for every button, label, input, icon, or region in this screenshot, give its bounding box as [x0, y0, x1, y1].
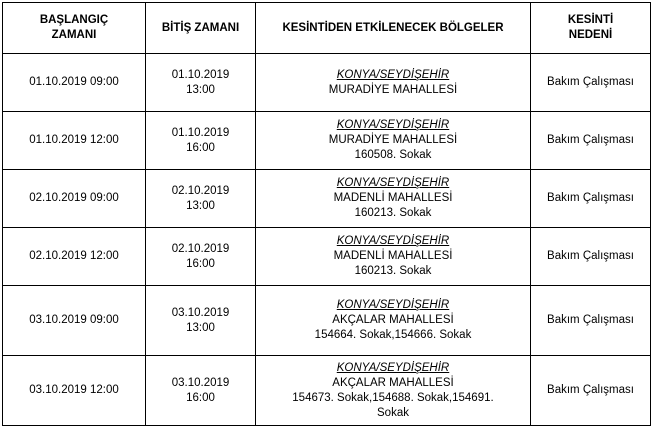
reason-cell: Bakım Çalışması: [531, 112, 651, 170]
reason-cell: Bakım Çalışması: [531, 286, 651, 356]
region-cell: [256, 356, 531, 426]
street-list: 160213. Sokak: [354, 265, 432, 277]
table-row: [3, 170, 651, 228]
street-list-continued: Sokak: [377, 406, 409, 419]
region-cell: [256, 228, 531, 286]
header-reason-line2: NEDENİ: [568, 29, 613, 41]
end-date: 01.10.2019: [171, 126, 230, 139]
end-date: 01.10.2019: [171, 68, 230, 81]
region-cell: [256, 286, 531, 356]
end-time: 13:00: [186, 199, 215, 212]
start-cell: 01.10.2019 09:00: [3, 54, 146, 112]
area-name: MADENLİ MAHALLESİ: [333, 250, 453, 262]
table-row: [3, 286, 651, 356]
header-regions-line1: KESİNTİDEN ETKİLENECEK BÖLGELER: [282, 21, 504, 34]
header-start-line2: ZAMANI: [51, 29, 97, 41]
street-list: 154664. Sokak,154666. Sokak: [314, 329, 472, 341]
end-date: 03.10.2019: [171, 376, 230, 389]
start-cell: 03.10.2019 12:00: [3, 356, 146, 426]
end-time: 13:00: [186, 83, 215, 96]
end-cell: [146, 54, 256, 112]
header-end-time: [146, 3, 256, 54]
table-row: [3, 54, 651, 112]
region-name: KONYA/SEYDİŞEHİR: [336, 299, 450, 311]
header-start-time: [3, 3, 146, 54]
area-name: AKÇALAR MAHALLESİ: [332, 314, 454, 326]
reason-cell: Bakım Çalışması: [531, 170, 651, 228]
end-time: 16:00: [186, 391, 215, 404]
reason-cell: Bakım Çalışması: [531, 228, 651, 286]
area-name: MURADİYE MAHALLESİ: [328, 134, 458, 146]
end-cell: [146, 228, 256, 286]
region-name: KONYA/SEYDİŞEHİR: [336, 119, 450, 131]
table-row: [3, 228, 651, 286]
start-cell: 01.10.2019 12:00: [3, 112, 146, 170]
start-cell: 02.10.2019 12:00: [3, 228, 146, 286]
street-list: 160213. Sokak: [354, 207, 432, 219]
region-cell: [256, 170, 531, 228]
area-name: AKÇALAR MAHALLESİ: [332, 376, 454, 389]
end-cell: [146, 356, 256, 426]
region-name: KONYA/SEYDİŞEHİR: [336, 361, 450, 374]
end-date: 02.10.2019: [171, 184, 230, 197]
region-name: KONYA/SEYDİŞEHİR: [336, 235, 450, 247]
header-reason-line1: KESİNTİ: [567, 14, 614, 26]
area-name: MURADİYE MAHALLESİ: [328, 83, 458, 96]
end-date: 02.10.2019: [171, 242, 230, 255]
end-time: 16:00: [186, 257, 215, 270]
end-cell: [146, 286, 256, 356]
table-row: [3, 112, 651, 170]
header-outage-reason: [531, 3, 651, 54]
header-affected-regions: [256, 3, 531, 54]
end-date: 03.10.2019: [171, 306, 230, 319]
region-name: KONYA/SEYDİŞEHİR: [336, 68, 450, 81]
street-list: 160508. Sokak: [354, 149, 432, 161]
reason-cell: Bakım Çalışması: [531, 356, 651, 426]
outage-schedule: [2, 2, 651, 426]
reason-cell: Bakım Çalışması: [531, 54, 651, 112]
region-cell: [256, 54, 531, 112]
outage-table: [2, 2, 651, 426]
start-cell: 03.10.2019 09:00: [3, 286, 146, 356]
header-row: [3, 3, 651, 54]
header-end-line1: BİTİŞ ZAMANI: [161, 21, 240, 34]
region-cell: [256, 112, 531, 170]
end-cell: [146, 112, 256, 170]
header-start-line1: BAŞLANGIÇ: [39, 14, 109, 26]
start-cell: 02.10.2019 09:00: [3, 170, 146, 228]
end-time: 13:00: [186, 321, 215, 334]
end-time: 16:00: [186, 141, 215, 154]
region-name: KONYA/SEYDİŞEHİR: [336, 177, 450, 189]
street-list: 154673. Sokak,154688. Sokak,154691.: [292, 391, 494, 404]
table-row: [3, 356, 651, 426]
end-cell: [146, 170, 256, 228]
area-name: MADENLİ MAHALLESİ: [333, 192, 453, 204]
